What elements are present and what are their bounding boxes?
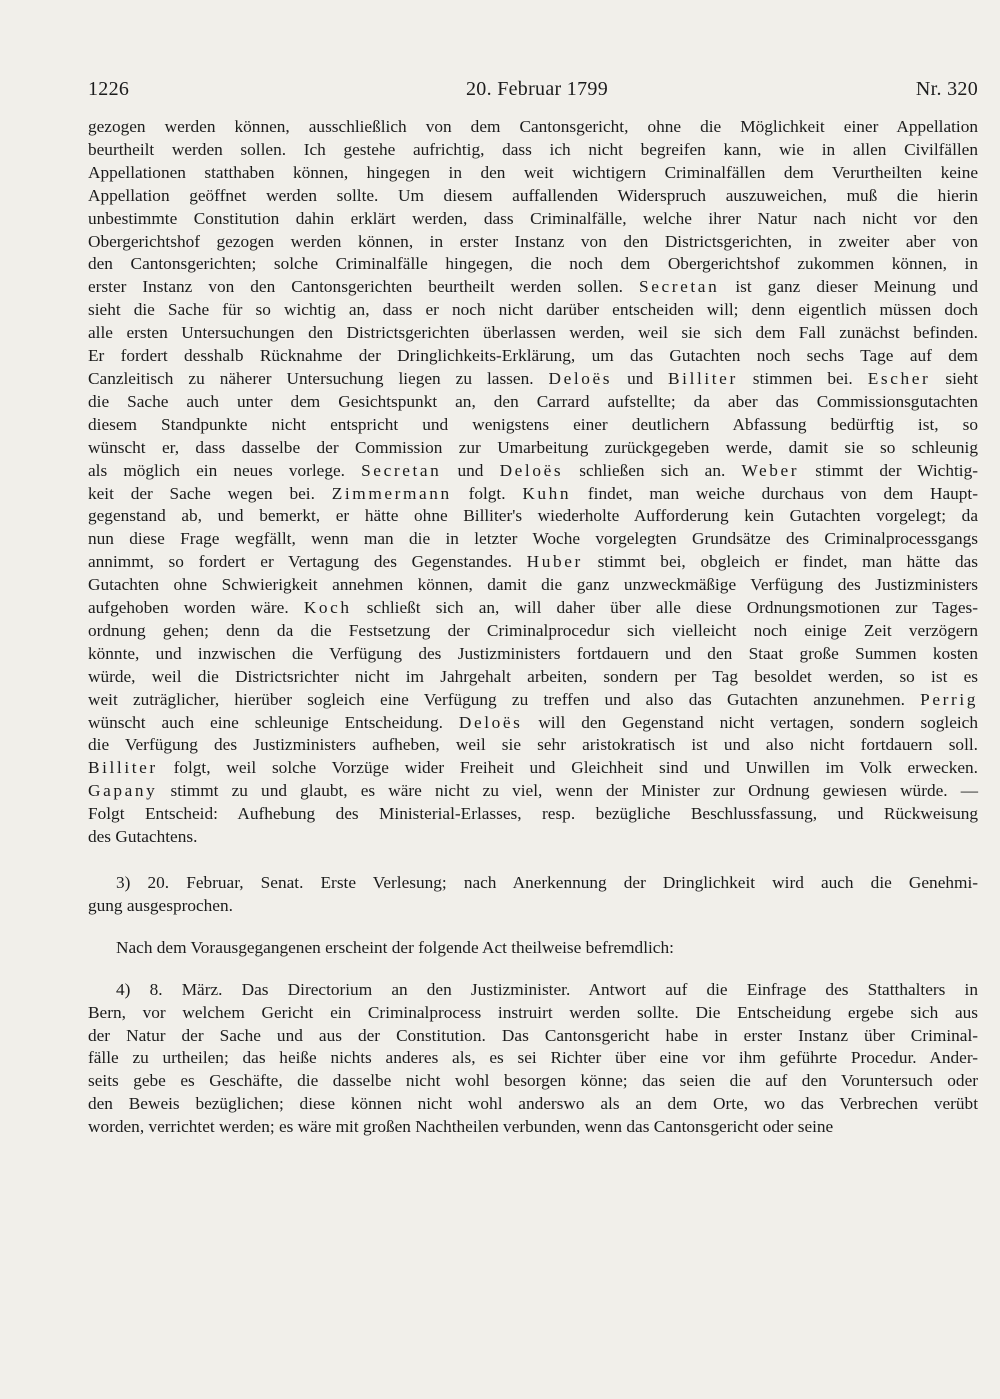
text-line: annimmt, so fordert er Vertagung des Gegenstandes. Huber stimmt bei, obgleich er findet, man hätte das	[88, 552, 978, 572]
text-line: würde, weil die Districtsrichter nicht im Jahrgehalt arbeiten, sondern per Tag besoldet werden, so ist es	[88, 666, 978, 686]
text-line: Canzleitisch zu näherer Untersuchung liegen zu lassen. Deloës und Billiter stimmen bei. Escher sieht	[88, 368, 979, 388]
text-line: fälle zu urtheilen; das heiße nichts anderes als, es sei Richter über eine vor ihm geführte Procedur. Ander-	[88, 1048, 978, 1068]
paragraph-note	[88, 937, 978, 960]
text-line: worden, verrichtet werden; es wäre mit großen Nachtheilen verbunden, wenn das Cantonsgericht oder seine	[88, 1117, 834, 1137]
running-header	[88, 78, 978, 108]
text-line: alle ersten Untersuchungen den Districtsgerichten überlassen werden, weil sie sich dem Fall zunächst befinden.	[88, 323, 978, 343]
text-line: seits gebe es Geschäfte, die dasselbe nicht wohl besorgen könne; das seien die auf den Voruntersuch oder	[88, 1071, 978, 1091]
text-line: diesem Standpunkte nicht entspricht und wenigstens einer deutlichern Abfassung bedürftig ist, so	[88, 414, 978, 434]
text-line: unbestimmte Constitution dahin erklärt werden, dass Criminalfälle, welche ihrer Natur nach nicht vor den	[88, 208, 978, 228]
text-line: Folgt Entscheid: Aufhebung des Ministerial-Erlasses, resp. bezügliche Beschlussfassung, und Rückweisung	[88, 804, 978, 824]
text-line: Appellation geöffnet werden sollte. Um diesem auffallenden Widerspruch auszuweichen, muß die hierin	[88, 185, 978, 205]
page-number: 1226	[88, 78, 130, 100]
text-line: Gapany stimmt zu und glaubt, es wäre nicht zu viel, wenn der Minister zur Ordnung gewiesen würde. —	[88, 781, 978, 801]
text-line: ordnung gehen; denn da die Festsetzung der Criminalprocedur sich vielleicht noch einige Zeit verzögern	[88, 620, 978, 640]
text-line: Billiter folgt, weil solche Vorzüge wider Freiheit und Gleichheit sind und Unwillen im Volk erwecken.	[88, 758, 978, 778]
text-line: erster Instanz von den Cantonsgerichten beurtheilt werden sollen. Secretan ist ganz dieser Meinung und	[88, 277, 978, 297]
text-line: keit der Sache wegen bei. Zimmermann folgt. Kuhn findet, man weiche durchaus von dem Haupt-	[88, 483, 978, 503]
text-line: die Sache auch unter dem Gesichtspunkt an, den Carrard aufstellte; da aber das Commissionsgutachten	[88, 391, 978, 411]
text-line: gung ausgesprochen.	[88, 895, 233, 915]
text-line: Er fordert desshalb Rücknahme der Dringlichkeits-Erklärung, um das Gutachten noch sechs Tage auf dem	[88, 346, 978, 366]
text-line: Obergerichtshof gezogen werden können, in erster Instanz von den Districtsgerichten, in zweiter aber von	[88, 231, 978, 251]
text-line: Nach dem Vorausgegangenen erscheint der folgende Act theilweise befremdlich:	[116, 937, 674, 957]
header-date: 20. Februar 1799	[466, 78, 608, 100]
text-line: als möglich ein neues vorlege. Secretan und Deloës schließen sich an. Weber stimmt der Wichtig-	[88, 460, 978, 480]
text-line: der Natur der Sache und aus der Constitution. Das Cantonsgericht habe in erster Instanz über Criminal-	[88, 1025, 978, 1045]
text-line: könnte, und inzwischen die Verfügung des Justizministers fortdauern und den Staat große Summen kosten	[88, 643, 978, 663]
text-line: Gutachten ohne Schwierigkeit annehmen können, damit die ganz unzweckmäßige Verfügung des Justizministers	[88, 575, 978, 595]
text-line: wünscht auch eine schleunige Entscheidung. Deloës will den Gegenstand nicht vertagen, sondern sogleich	[88, 712, 978, 732]
body-text	[88, 116, 978, 1139]
text-line: den Cantonsgerichten; solche Criminalfälle hingegen, die noch dem Obergerichtshof zukommen können, in	[88, 254, 978, 274]
text-line: nun diese Frage wegfällt, wenn man die in letzter Woche vorgelegten Grundsätze des Criminalprocessgangs	[88, 529, 978, 549]
paragraph-main	[88, 116, 978, 849]
text-line: den Beweis bezüglichen; diese können nicht wohl anderswo als an dem Orte, wo das Verbrechen verübt	[88, 1094, 978, 1114]
text-line: gegenstand ab, und bemerkt, er hätte ohne Billiter's wiederholte Aufforderung kein Gutachten vorgelegt; da	[88, 506, 978, 526]
text-line: 4) 8. März. Das Directorium an den Justizminister. Antwort auf die Einfrage des Statthalters in	[116, 979, 978, 999]
text-line: Bern, vor welchem Gericht ein Criminalprocess instruirt werden sollte. Die Entscheidung ergebe sich aus	[88, 1002, 978, 1022]
text-line: sieht die Sache für so wichtig an, dass er noch nicht darüber entscheiden will; denn eigentlich müssen doch	[88, 300, 978, 320]
document-number: Nr. 320	[915, 78, 978, 100]
text-line: 3) 20. Februar, Senat. Erste Verlesung; nach Anerkennung der Dringlichkeit wird auch die Genehmi-	[116, 873, 978, 892]
text-line: des Gutachtens.	[88, 827, 198, 847]
text-line: aufgehoben worden wäre. Koch schließt sich an, will daher über alle diese Ordnungsmotionen zur Tages-	[88, 598, 979, 618]
text-line: Appellationen statthaben können, hingegen in den weit wichtigern Criminalfällen dem Verurtheilten keine	[88, 162, 978, 182]
paragraph-4	[88, 979, 978, 1139]
text-line: gezogen werden können, ausschließlich von dem Cantonsgericht, ohne die Möglichkeit einer Appellation	[88, 117, 978, 136]
paragraph-3	[88, 872, 978, 918]
text-line: beurtheilt werden sollen. Ich gestehe aufrichtig, dass ich nicht begreifen kann, wie in allen Civilfällen	[88, 139, 978, 159]
text-line: wünscht er, dass dasselbe der Commission zur Umarbeitung zurückgegeben werde, damit sie so schleunig	[88, 437, 978, 457]
text-line: die Verfügung des Justizministers aufheben, weil sie sehr aristokratisch ist und also nicht fortdauern soll.	[88, 735, 978, 755]
text-line: weit zuträglicher, hierüber sogleich eine Verfügung zu treffen und also das Gutachten anzunehmen. Perrig	[88, 689, 978, 709]
